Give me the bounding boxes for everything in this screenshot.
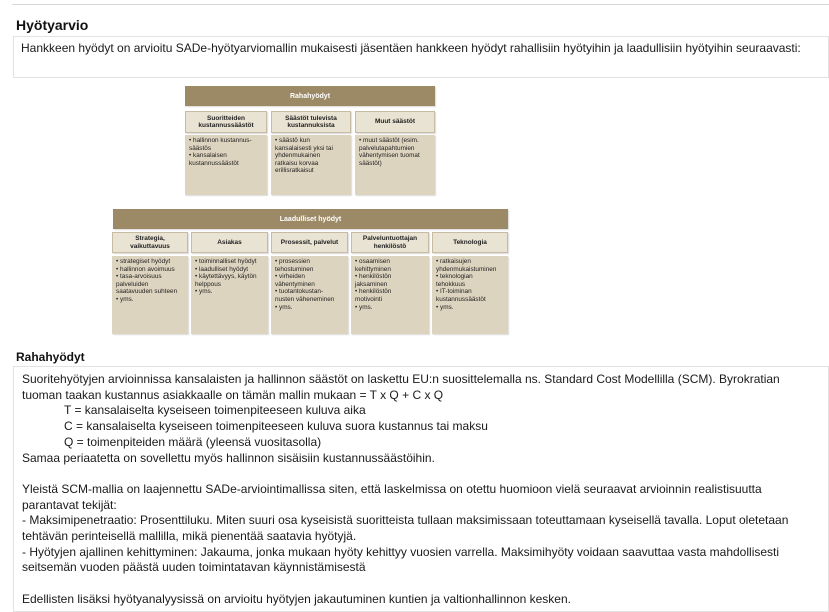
- quality-col2-item-2: • laadulliset hyödyt: [195, 265, 249, 273]
- money-benefits-banner: Rahahyödyt: [185, 86, 435, 106]
- intro-text: Hankkeen hyödyt on arvioitu SADe-hyötyarviomallin mukaisesti jäsentäen hankkeen hyödyt rahallisiin hyötyihin ja laadullisiin hyötyihin seuraavasti:: [21, 41, 801, 55]
- quality-col4-item-4: • yms.: [355, 303, 373, 311]
- money-col-head-3: Muut säästöt: [355, 111, 435, 133]
- money-line-2: tuoman taakan kustannus asiakkaalle on tämän mallin mukaan = T x Q + C x Q: [22, 387, 444, 402]
- section-title-rahahyodyt: Rahahyödyt: [16, 350, 85, 364]
- quality-col2-item-4: • yms.: [195, 288, 213, 296]
- money-line-10: - Maksimipenetraatio: Prosenttiluku. Miten suuri osa kyseisistä suoritteista tullaan maksimissaan toteuttamaan kyseisellä tavalla. Loput oletetaan: [22, 513, 789, 528]
- quality-col5-item-3: • IT-toiminan kustannussäästöt: [436, 288, 486, 303]
- quality-col-body-1: [112, 256, 188, 334]
- quality-col1-item-4: • yms.: [116, 295, 134, 303]
- money-col3-item-1: • muut säästöt (esim. palvelutapahtumien vähentymisen tuomat säästöt): [359, 137, 420, 167]
- quality-col-head-4: Palveluntuottajan henkilöstö: [351, 232, 429, 253]
- money-line-14: [22, 576, 820, 592]
- money-col-head-2: Säästöt tulevista kustannuksista: [271, 111, 351, 133]
- quality-col-body-2: [191, 256, 268, 334]
- quality-benefits-banner: Laadulliset hyödyt: [113, 209, 508, 229]
- money-line-9: parantavat tekijät:: [22, 497, 117, 512]
- quality-col1-item-2: • hallinnon avoimuus: [116, 265, 175, 273]
- quality-col5-item-1: • ratkaisujen yhdenmukaistuminen: [436, 258, 497, 273]
- quality-col-body-5: [432, 256, 508, 334]
- quality-col-head-2: Asiakas: [191, 232, 268, 253]
- quality-col5-item-2: • teknologian tehokkuus: [436, 273, 473, 288]
- quality-col-body-3: [271, 256, 348, 334]
- quality-col3-item-1: • prosessien tehostuminen: [275, 258, 314, 273]
- money-line-4: C = kansalaiselta kyseiseen toimenpiteeseen kuluva suora kustannus tai maksu: [64, 419, 488, 434]
- money-col-body-1: [185, 135, 267, 195]
- money-line-13: seitsemän vuoden päästä uuden toimintatavan käynnistämisestä: [22, 560, 366, 575]
- money-line-8: Yleistä SCM-mallia on laajennettu SADe-arviointimallissa siten, että laskelmissa on otettu huomioon vielä seuraavat arvioinnin realistisuutta: [22, 481, 762, 496]
- quality-col1-item-1: • strategiset hyödyt: [116, 258, 171, 265]
- money-line-7: [22, 466, 820, 482]
- money-col-head-1: Suoritteiden kustannussäästöt: [185, 111, 267, 133]
- money-line-5: Q = toimenpiteiden määrä (yleensä vuositasolla): [64, 434, 322, 449]
- money-col-body-3: [355, 135, 435, 195]
- money-line-1: Suoritehyötyjen arvioinnissa kansalaisten ja hallinnon säästöt on laskettu EU:n suosittelemalla ns. Standard Cost Modellilla (SCM). Byrokratian: [22, 372, 780, 386]
- quality-col-body-4: [351, 256, 429, 334]
- money-col1-item-1: • hallinnon kustannus- säästös: [189, 137, 252, 152]
- money-col2-item-1: • säästö kun kansalaisesti yksi tai yhdenmukainen ratkaisu korvaa erillisratkaisut: [275, 137, 333, 175]
- intro-box: [13, 36, 829, 78]
- quality-col-head-5: Teknologia: [432, 232, 508, 253]
- quality-col3-item-2: • virheiden vähentyminen: [275, 273, 315, 288]
- quality-col2-item-1: • toiminnalliset hyödyt: [195, 258, 257, 265]
- section-title-hyotyarvio: Hyötyarvio: [16, 17, 89, 33]
- money-col1-item-2: • kansalaisen kustannussäästöt: [189, 152, 239, 167]
- quality-col-head-1: Strategia, vaikuttavuus: [112, 232, 188, 253]
- money-line-6: Samaa periaatetta on sovellettu myös hallinnon sisäisiin kustannussäästöihin.: [22, 450, 435, 465]
- money-line-11: tehtävän perinteisellä mallilla, mikä pienentää saatavia hyötyjä.: [22, 529, 357, 544]
- money-line-3: T = kansalaiselta kyseiseen toimenpiteeseen kuluva aika: [64, 403, 366, 418]
- quality-col-head-3: Prosessit, palvelut: [271, 232, 348, 253]
- money-line-12: - Hyötyjen ajallinen kehittyminen: Jakauma, jonka mukaan hyöty kehittyy vuosien varrella. Maksimihyöty voidaan saavuttaa vasta mahdollisesti: [22, 544, 780, 559]
- quality-col3-item-3: • tuotantokustan- nusten väheneminen: [275, 288, 335, 303]
- money-line-15: Edellisten lisäksi hyötyanalyysissä on arvioitu hyötyjen jakautuminen kuntien ja valtionhallinnon kesken.: [22, 591, 571, 606]
- quality-col4-item-1: • osaamisen kehittyminen: [355, 258, 391, 273]
- quality-col3-item-4: • yms.: [275, 303, 293, 311]
- money-col-body-2: [271, 135, 351, 195]
- quality-col5-item-4: • yms.: [436, 303, 454, 311]
- quality-col4-item-2: • henkilöstön jaksaminen: [355, 273, 392, 288]
- quality-col1-item-3: • tasa-arvoisuus palveluiden saatavuuden suhteen: [116, 273, 178, 296]
- quality-col4-item-3: • henkilöstön motivointi: [355, 288, 392, 303]
- top-divider: [12, 0, 829, 5]
- quality-col2-item-3: • käytettävyys, käytön helppous: [195, 273, 257, 288]
- money-benefits-box: [13, 366, 829, 612]
